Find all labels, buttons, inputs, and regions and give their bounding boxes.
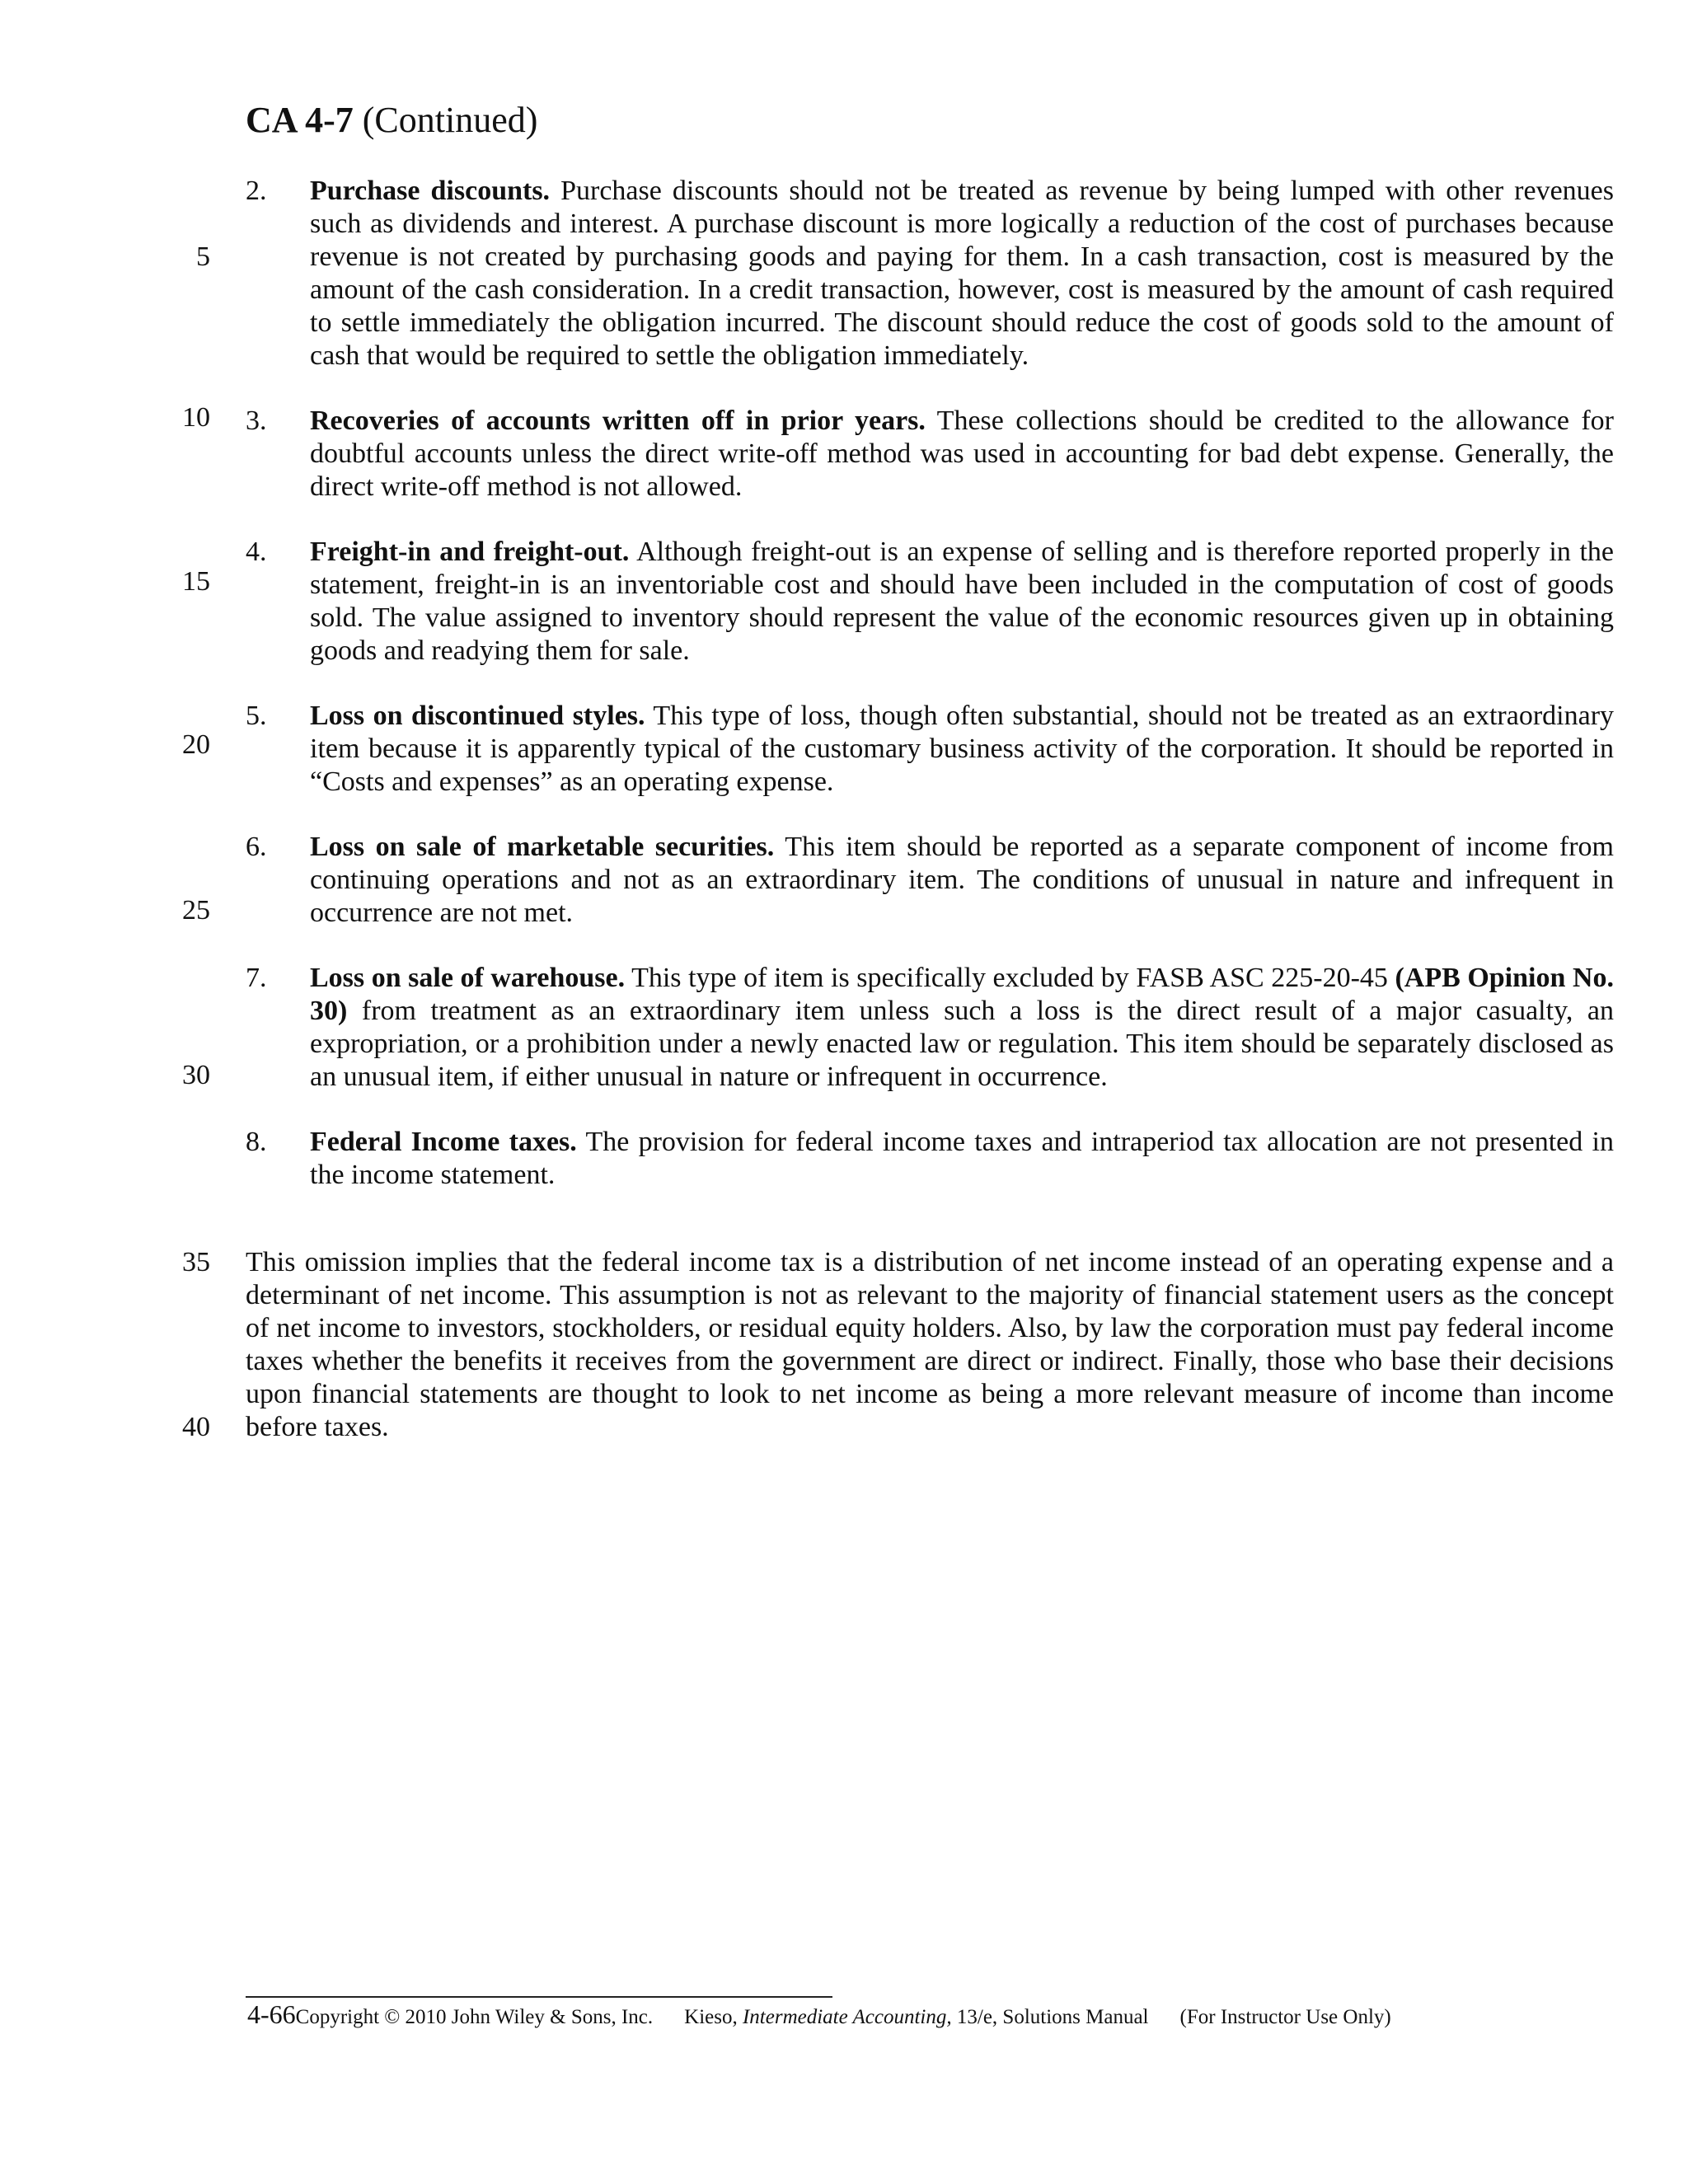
item-number: 2.: [246, 176, 267, 206]
line-number: 25: [182, 895, 210, 926]
item-body: This type of item is specifically excluded by FASB ASC 225-20-45: [631, 963, 1388, 993]
item-number: 3.: [246, 405, 267, 436]
page-number: 4-66: [247, 1999, 296, 2029]
item-number: 4.: [246, 537, 267, 567]
page-title: [246, 97, 537, 143]
item-heading: Loss on sale of warehouse.: [310, 963, 626, 993]
continued-label: (Continued): [362, 100, 538, 140]
line-number: 15: [182, 566, 210, 597]
item-bold-reference: (APB Opinion No. 30): [310, 963, 1615, 1026]
line-number: 10: [182, 402, 210, 433]
item-heading: Recoveries of accounts written off in prior years.: [310, 405, 926, 436]
item-number: 7.: [246, 963, 267, 993]
item-body: Purchase discounts should not be treated as revenue by being lumped with other revenues such as dividends and interest. A purchase discount is more logically a reduction of the cost of purchases because revenue is not created by purchasing goods and paying for them. In a cash transaction, cost is measured by the amount of the cash consideration. In a credit transaction, however, cost is measured by the amount of cash required to settle immediately the obligation incurred. The discount should reduce the cost of goods sold to the amount of cash that would be required to settle the obligation immediately.: [310, 176, 1615, 371]
list-item: [246, 536, 1614, 668]
usage-note: (For Instructor Use Only): [1179, 2006, 1391, 2028]
item-number: 8.: [246, 1127, 267, 1157]
item-heading: Loss on sale of marketable securities.: [310, 832, 775, 862]
book-edition: 13/e, Solutions Manual: [956, 2006, 1149, 2028]
page-footer: [247, 1999, 1391, 2032]
list-item: [246, 831, 1614, 930]
line-number: 30: [182, 1060, 210, 1090]
item-body: This item should be reported as a separate component of income from continuing operations and not as an extraordinary item. The conditions of unusual in nature and infrequent in occurrence are not met.: [310, 832, 1614, 928]
book-title: Intermediate Accounting,: [742, 2006, 952, 2028]
item-body: This type of loss, though often substantial, should not be treated as an extraordinary item because it is apparently typical of the customary business activity of the corporation. It should be reported in “Costs and expenses” as an operating expense.: [310, 701, 1615, 797]
item-body: from treatment as an extraordinary item unless such a loss is the direct result of a major casualty, an expropriation, or a prohibition under a newly enacted law or regulation. This item should be separately disclosed as an unusual item, if either unusual in nature or infrequent in occurrence.: [310, 996, 1614, 1092]
list-item: [246, 175, 1614, 373]
line-number: 35: [182, 1247, 210, 1277]
item-heading: Federal Income taxes.: [310, 1127, 577, 1157]
list-item: [246, 700, 1614, 799]
footer-divider: [246, 1996, 832, 1998]
item-body: Although freight-out is an expense of selling and is therefore reported properly in the statement, freight-in is an inventoriable cost and should have been included in the computation of cost of goods sold. The value assigned to inventory should represent the value of the economic resources given up in obtaining goods and readying them for sale.: [310, 537, 1614, 666]
copyright-notice: Copyright © 2010 John Wiley & Sons, Inc.: [295, 2006, 654, 2028]
book-author: Kieso,: [684, 2006, 738, 2028]
item-body: These collections should be credited to the allowance for doubtful accounts unless the direct write-off method was used in accounting for bad debt expense. Generally, the direct write-off method is not allowed.: [310, 405, 1614, 502]
item-heading: Loss on discontinued styles.: [310, 701, 645, 731]
list-item: [246, 1126, 1614, 1192]
list-item: [246, 405, 1614, 504]
item-heading: Freight-in and freight-out.: [310, 537, 630, 567]
line-number: 40: [182, 1412, 210, 1442]
issues-list: [246, 175, 1614, 1224]
item-number: 5.: [246, 701, 267, 731]
case-id: CA 4-7: [246, 100, 354, 140]
list-item: [246, 962, 1614, 1094]
closing-paragraph: This omission implies that the federal income tax is a distribution of net income instead of an operating expense and a determinant of net income. This assumption is not as relevant to the majority of financial statement users as the concept of net income to investors, stockholders, or residual equity holders. Also, by law the corporation must pay federal income taxes whether the benefits it receives from the government are direct or indirect. Finally, those who base their decisions upon financial statements are thought to look to net income as being a more relevant measure of income than income before taxes.: [246, 1247, 1614, 1442]
item-heading: Purchase discounts.: [310, 176, 551, 206]
item-number: 6.: [246, 832, 267, 862]
item-body: The provision for federal income taxes and intraperiod tax allocation are not presented in the income statement.: [310, 1127, 1614, 1190]
line-number: 20: [182, 729, 210, 760]
line-number: 5: [196, 241, 210, 272]
